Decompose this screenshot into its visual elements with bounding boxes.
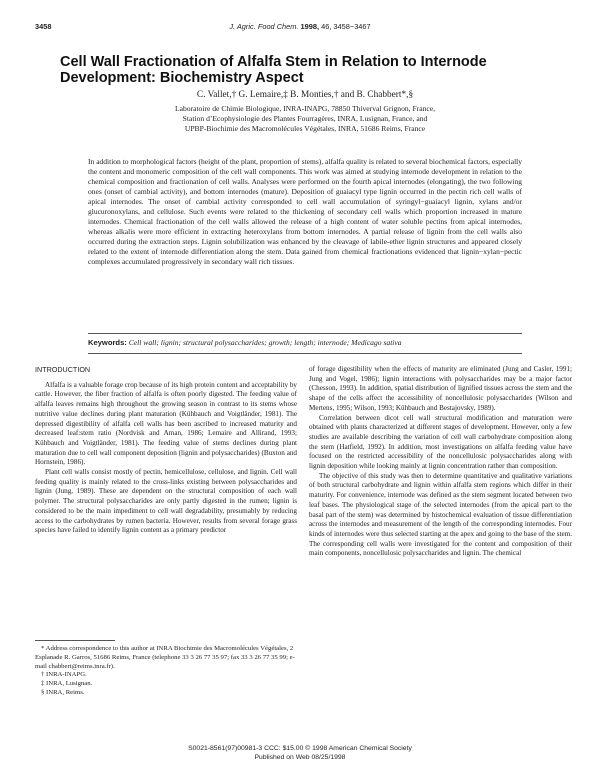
journal-year: 1998, — [300, 22, 320, 31]
abstract: In addition to morphological factors (height of the plant, proportion of stems), alfalfa quality is related to several biochemical factors, especially the content and monomeric composition of the cell wall components. This work was aimed at studying internode development in relation to the chemical composition and fractionation of cell walls. Analyses were performed on the fourth apical internodes (elongating), the two following ones (onset of cambial activity), and bottom internodes (mature). Deposition of guaiacyl type lignin occurred in the pectin rich cell walls of apical internodes. The onset of cambial activity corresponded to cell wall accumulation of syringyl−guaiacyl lignin, xylans and/or glucuronoxylans, and cellulose. Such events were related to the thickening of secondary cell walls which proportion increased in mature internodes. Chemical fractionation of the cell walls allowed the release of a high content of water soluble pectins from apical internodes, whereas alkalis were more efficient in extracting heteroxylans from bottom internodes. A partial release of lignin from the cell walls also occurred during the extraction steps. Lignin solubilization was enhanced by the cleavage of labile-ether lignin structures and appeared closely related to the extent of internode differentiation along the stem. Data gained from chemical fractionations evidenced that lignin−xylan−pectic complexes accumulated progressively in secondary wall rich tissues. — [88, 157, 522, 266]
section-heading: INTRODUCTION — [35, 365, 91, 374]
body-paragraph: Plant cell walls consist mostly of pectin, hemicellulose, cellulose, and lignin. Cell wall feeding quality is mainly related to the cross-links existing between polysaccharides and lignin (Jung, 1989). These are dependent on the structural composition of each wall polymer. The structural polysaccharides are only partly digested in the rumen; lignin is considered to be the main impediment to cell wall degradability, presumably by reducing access to the carbohydrates by rumen bacteria. However, results from several forage grass species have failed to identify lignin content as a primary predictor — [35, 468, 297, 535]
footnote: * Address correspondence to this author at INRA Biochimie des Macromolécules Végétales, 2 Esplanade R. Garros, 51686 Reims, France (telephone 33 3 26 77 35 97; fax 33 3 26 77 35 99; e-mail chabbert@reims.inra.fr). — [35, 645, 295, 670]
affiliation-line: Laboratoire de Chimie Biologique, INRA-INAPG, 78850 Thiverval Grignon, France, — [174, 104, 436, 113]
affiliations — [60, 104, 550, 134]
publication-date: Published on Web 08/25/1998 — [254, 754, 346, 761]
journal-citation — [35, 22, 565, 31]
footnote: § INRA, Reims. — [41, 688, 85, 696]
body-paragraph: of forage digestibility when the effects of maturity are eliminated (Jung and Casler, 1991; Jung and Vogel, 1986); lignin interactions with polysaccharides may be a major factor (Chesson, 1993). In addition, spatial distribution of lignified tissues across the stem and the shape of the cells affect the accessibility of noncellulosic polysaccharides (Wilson and Mertens, 1995; Wilson, 1993; Kühbauch and Bestajovsky, 1989). — [309, 365, 572, 412]
body-paragraph: Alfalfa is a valuable forage crop because of its high protein content and acceptability by cattle. However, the fiber fraction of alfalfa is often poorly digested. The feeding value of alfalfa leaves remains high throughout the growing season in contrast to its stems whose nutritive value declines during plant maturation (Kühbauch and Voigtländer, 1981). The depressed digestibility of alfalfa cell walls has been ascribed to increased maturity and decreased leaf:stem ratio (Nordvisk and Aman, 1986; Lemaire and Allirand, 1993; Kühbauch and Voigtländer, 1981). The feeding value of stems declines during plant maturation due to cell wall component deposition (lignin and polysaccharides) (Buxton and Hornstein, 1986). — [35, 380, 297, 467]
journal-volume-pages: 46, 3458−3467 — [321, 22, 371, 31]
copyright-line: S0021-8561(97)00981-3 CCC: $15.00 © 1998 American Chemical Society — [188, 745, 412, 752]
keywords-bottom-rule — [88, 353, 522, 354]
footnote: ‡ INRA, Lusignan. — [41, 680, 93, 688]
running-header — [35, 22, 565, 34]
right-column — [309, 365, 572, 559]
keywords-text: Cell wall; lignin; structural polysaccharides; growth; length; internode; Medicago sativa — [128, 338, 402, 347]
footnote-rule — [35, 640, 115, 641]
keywords-top-rule — [88, 333, 522, 334]
body-paragraph: Correlation between dicot cell wall structural modification and maturation were obtained with plants characterized at different stages of development. However, only a few studies are available describing the variation of cell wall carbohydrate composition along the stem (Hatfield, 1992). In addition, most investigations on alfalfa feeding value have focused on the restricted accessibility of the noncellulosic polysaccharides along with lignin deposition while looking mainly at lignin concentration rather than composition. — [309, 413, 572, 471]
keywords-label: Keywords: — [88, 338, 127, 347]
footnotes — [35, 645, 297, 698]
author-list: C. Vallet,† G. Lemaire,‡ B. Monties,† and B. Chabbert*,§ — [196, 90, 414, 100]
body-paragraph: The objective of this study was then to determine quantitative and qualitative variations of both structural carbohydrate and lignin within alfalfa stem regions which differ in their maturity. For convenience, internode was defined as the stem segment located between two leaf bases. The physiological stage of the selected internodes (from the apical part to the basal part of the stem) was determined by histochemical evaluation of tissue differentiation across the internodes and measurement of the length of the corresponding internodes. Four kinds of internodes were thus selected starting at the apex and going to the base of the stem. The corresponding cell walls were investigated for the content and composition of their main components, noncellulosic polysaccharides and lignin. The chemical — [309, 471, 572, 558]
journal-name: J. Agric. Food Chem. — [229, 22, 299, 31]
keywords-line — [88, 338, 522, 348]
page-number: 3458 — [35, 22, 52, 31]
left-column — [35, 365, 297, 536]
affiliation-line: Station d’Ecophysiologie des Plantes Fourragères, INRA, Lusignan, France, and — [182, 114, 428, 123]
affiliation-line: UPBP-Biochimie des Macromolécules Végétales, INRA, 51686 Reims, France — [184, 124, 426, 133]
footnote: † INRA-INAPG. — [41, 671, 87, 679]
article-title: Cell Wall Fractionation of Alfalfa Stem in Relation to Internode Development: Biochemistry Aspect — [60, 54, 487, 86]
page-footer — [35, 744, 565, 762]
